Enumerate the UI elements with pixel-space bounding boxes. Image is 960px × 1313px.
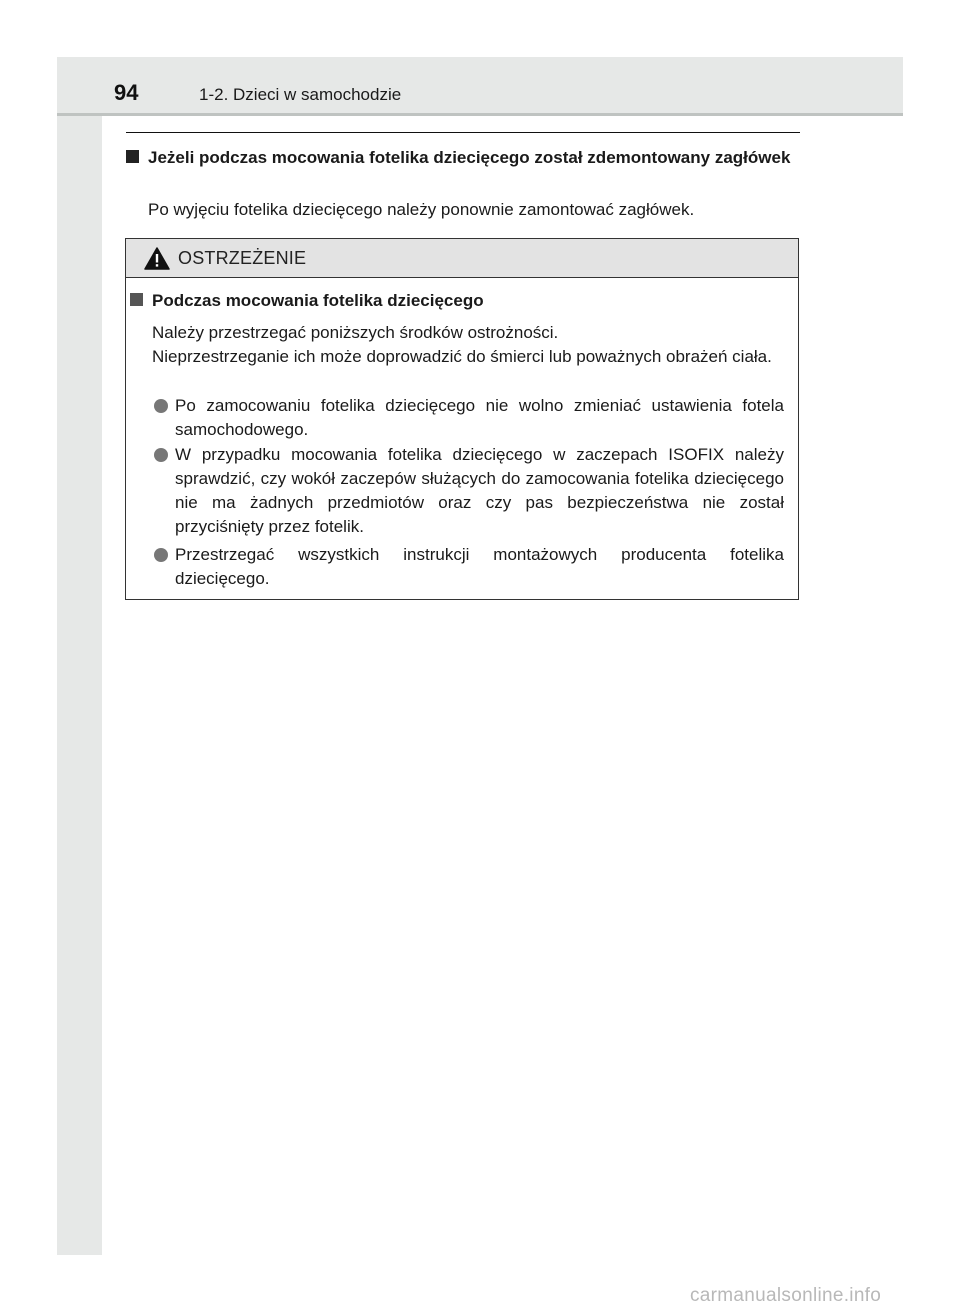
subsection-square-icon xyxy=(130,293,143,306)
left-margin-strip xyxy=(57,57,102,1255)
warning-header xyxy=(126,239,798,278)
section-body: Po wyjęciu fotelika dziecięcego należy ponownie zamontować zagłówek. xyxy=(148,200,695,219)
section-title: Jeżeli podczas mocowania fotelika dziecięcego został zdemontowany zagłówek xyxy=(148,148,791,167)
section-square-icon xyxy=(126,150,139,163)
warning-title: OSTRZEŻENIE xyxy=(178,248,307,268)
bullet-dot-icon xyxy=(154,548,168,562)
warning-subtitle: Podczas mocowania fotelika dziecięcego xyxy=(152,291,484,310)
warning-bullet-2: W przypadku mocowania fotelika dziecięcego w zaczepach ISOFIX należy sprawdzić, czy wokół zaczepów służących do zamocowania fotelika dziecięcego nie ma żadnych przedmiotów oraz czy pas bezpieczeństwa nie został przyciśnięty przez fotelik. xyxy=(175,445,784,536)
bullet-dot-icon xyxy=(154,448,168,462)
warning-box xyxy=(125,238,799,600)
watermark: carmanualsonline.info xyxy=(690,1285,882,1306)
warning-intro xyxy=(152,321,784,369)
warning-intro-line2: Nieprzestrzeganie ich może doprowadzić do śmierci lub poważnych obrażeń ciała. xyxy=(152,347,772,366)
warning-triangle-icon xyxy=(144,247,170,270)
divider xyxy=(126,132,800,133)
warning-intro-line1: Należy przestrzegać poniższych środków ostrożności. xyxy=(152,323,559,342)
breadcrumb: 1-2. Dzieci w samochodzie xyxy=(199,85,402,104)
warning-bullet-1: Po zamocowaniu fotelika dziecięcego nie wolno zmieniać ustawienia fotela samochodowego. xyxy=(175,396,784,439)
page-number: 94 xyxy=(114,80,139,105)
header-underline xyxy=(57,113,903,116)
page-header-band xyxy=(57,57,903,114)
bullet-dot-icon xyxy=(154,399,168,413)
warning-bullet-3: Przestrzegać wszystkich instrukcji montażowych producenta fotelika dziecięcego. xyxy=(175,545,784,588)
